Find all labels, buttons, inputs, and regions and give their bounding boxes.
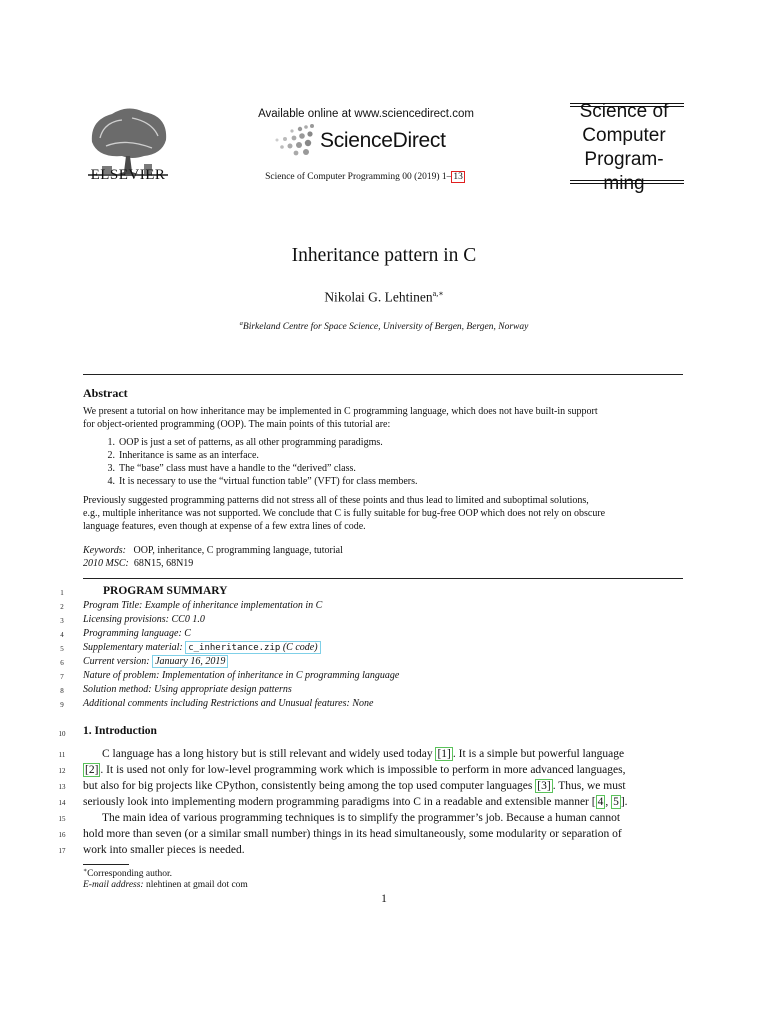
intro-line: work into smaller pieces is needed. bbox=[83, 844, 245, 856]
line-number: 7 bbox=[60, 673, 64, 681]
supplementary-file: c_inheritance.zip bbox=[188, 643, 281, 653]
email-value: nlehtinen at gmail dot com bbox=[145, 880, 248, 890]
list-number: 4. bbox=[107, 476, 115, 487]
page-number: 1 bbox=[381, 893, 387, 905]
abstract-points-list bbox=[83, 436, 683, 488]
citation-link-3[interactable]: [3] bbox=[537, 780, 551, 792]
line-number: 9 bbox=[60, 701, 64, 709]
licensing: Licensing provisions: CC0 1.0 bbox=[83, 614, 205, 625]
journal-logo-line: ming bbox=[603, 173, 645, 194]
affiliation-text: Birkeland Centre for Space Science, University of Bergen, Bergen, Norway bbox=[242, 322, 529, 333]
email-label: E-mail address: bbox=[83, 880, 144, 890]
intro-text: . Thus, we must bbox=[552, 780, 626, 792]
footnote-mark: ∗ bbox=[83, 868, 88, 874]
sciencedirect-wordmark: ScienceDirect bbox=[320, 129, 446, 152]
author-mark: a,∗ bbox=[432, 289, 444, 298]
intro-text: . It is a simple but powerful language bbox=[452, 748, 625, 760]
list-number: 3. bbox=[107, 463, 115, 474]
msc-label: 2010 MSC: bbox=[83, 558, 129, 569]
keywords-block bbox=[83, 544, 343, 570]
journal-citation bbox=[212, 172, 518, 182]
intro-text: ]. bbox=[620, 796, 628, 808]
author-line bbox=[0, 289, 768, 306]
intro-line bbox=[83, 746, 685, 762]
line-number: 11 bbox=[58, 751, 66, 759]
line-number: 12 bbox=[58, 767, 66, 775]
intro-text: , bbox=[605, 796, 612, 808]
current-version-link[interactable]: January 16, 2019 bbox=[152, 655, 228, 668]
list-text: The “base” class must have a handle to the “derived” class. bbox=[119, 463, 356, 474]
intro-text: but also for big projects like CPython, consistently being among the top used computer languages bbox=[83, 780, 536, 792]
line-number: 13 bbox=[58, 783, 66, 791]
nature-of-problem: Nature of problem: Implementation of inheritance in C programming language bbox=[83, 670, 400, 681]
supplementary-note: (C code) bbox=[282, 642, 318, 653]
footnote-email bbox=[83, 880, 248, 890]
line-number: 17 bbox=[58, 847, 66, 855]
keywords-value: OOP, inheritance, C programming language, tutorial bbox=[133, 545, 343, 556]
intro-text: seriously look into implementing modern programming paradigms into C in a readable and extensible manner [ bbox=[83, 796, 596, 808]
footnote-text: Corresponding author. bbox=[87, 869, 173, 880]
line-number: 5 bbox=[60, 645, 64, 653]
intro-line bbox=[83, 762, 685, 778]
line-number: 2 bbox=[60, 603, 64, 611]
line-number: 3 bbox=[60, 617, 64, 625]
citation-link-5[interactable]: 5 bbox=[613, 796, 619, 808]
intro-line bbox=[83, 794, 685, 810]
msc-line bbox=[83, 557, 343, 570]
msc-value: 68N15, 68N19 bbox=[133, 558, 194, 569]
list-number: 2. bbox=[107, 450, 115, 461]
line-number: 16 bbox=[58, 831, 66, 839]
citation-link-4[interactable]: 4 bbox=[597, 796, 604, 808]
program-title: Program Title: Example of inheritance implementation in C bbox=[83, 600, 323, 611]
author-name: Nikolai G. Lehtinen bbox=[324, 289, 433, 305]
supplementary-label: Supplementary material: bbox=[83, 642, 183, 653]
section-heading-introduction: 1. Introduction bbox=[83, 725, 157, 737]
line-number: 15 bbox=[58, 815, 66, 823]
intro-text: C language has a long history but is still relevant and widely used today bbox=[102, 748, 436, 760]
line-number: 10 bbox=[58, 730, 66, 738]
additional-comments: Additional comments including Restrictions and Unusual features: None bbox=[83, 698, 374, 709]
paper-title: Inheritance pattern in C bbox=[291, 245, 477, 266]
intro-line bbox=[83, 778, 685, 794]
current-version bbox=[83, 655, 228, 669]
affiliation bbox=[0, 320, 768, 332]
last-page-link[interactable]: 13 bbox=[453, 172, 463, 182]
intro-line: hold more than seven (or a similar small number) things in its head simultaneously, some modularity or separation of bbox=[83, 828, 622, 840]
available-online-text: Available online at www.sciencedirect.com bbox=[258, 108, 474, 120]
abstract-heading: Abstract bbox=[83, 386, 128, 400]
journal-logo-line: Computer bbox=[582, 125, 666, 146]
current-version-label: Current version: bbox=[83, 656, 150, 667]
sciencedirect-dots-icon bbox=[272, 123, 318, 157]
list-item bbox=[83, 462, 683, 475]
list-item bbox=[83, 449, 683, 462]
keywords-line bbox=[83, 544, 343, 557]
line-number: 8 bbox=[60, 687, 64, 695]
summary-top-rule bbox=[83, 578, 683, 579]
list-text: Inheritance is same as an interface. bbox=[119, 450, 259, 461]
journal-logo-rule-bottom bbox=[570, 180, 684, 181]
footnote-rule bbox=[83, 864, 129, 865]
abstract-para1-line: We present a tutorial on how inheritance may be implemented in C programming language, which does not have built-in support bbox=[83, 406, 598, 417]
line-number: 14 bbox=[58, 799, 66, 807]
list-text: OOP is just a set of patterns, as all other programming paradigms. bbox=[119, 437, 383, 448]
footnote-corresponding bbox=[83, 867, 172, 879]
line-number: 1 bbox=[60, 589, 64, 597]
citation-link-2[interactable]: [2] bbox=[85, 764, 99, 776]
abstract-para2-line: language features, even though at expense of a few extra lines of code. bbox=[83, 521, 366, 532]
journal-logo-line: Science of bbox=[579, 101, 669, 122]
supplementary-link[interactable] bbox=[185, 641, 320, 654]
abstract-top-rule bbox=[83, 374, 683, 375]
programming-language: Programming language: C bbox=[83, 628, 191, 639]
citation-link-1[interactable]: [1] bbox=[437, 748, 451, 760]
intro-line: The main idea of various programming techniques is to simplify the programmer’s job. Because a human cannot bbox=[102, 812, 621, 824]
supplementary-material bbox=[83, 641, 321, 655]
line-number: 6 bbox=[60, 659, 64, 667]
solution-method: Solution method: Using appropriate design patterns bbox=[83, 684, 292, 695]
journal-logo-line: Program- bbox=[584, 149, 664, 170]
abstract-para2-line: Previously suggested programming patterns did not stress all of these points and thus lead to limited and suboptimal solutions, bbox=[83, 495, 589, 506]
keywords-label: Keywords: bbox=[83, 545, 126, 556]
list-item bbox=[83, 436, 683, 449]
intro-text: . It is used not only for low-level programming work which is impossible to perform in more advanced languages, bbox=[100, 764, 626, 776]
program-summary-heading: PROGRAM SUMMARY bbox=[103, 585, 228, 597]
journal-logo-text bbox=[560, 100, 688, 196]
journal-citation-text: Science of Computer Programming 00 (2019) 1– bbox=[265, 172, 452, 182]
journal-logo-rule-bottom-2 bbox=[570, 183, 684, 184]
affiliation-mark: a bbox=[239, 320, 243, 327]
publisher-name: ELSEVIER bbox=[90, 167, 166, 183]
list-text: It is necessary to use the “virtual function table” (VFT) for class members. bbox=[119, 476, 418, 487]
abstract-para1-line: for object-oriented programming (OOP). The main points of this tutorial are: bbox=[83, 419, 391, 430]
line-number: 4 bbox=[60, 631, 64, 639]
list-number: 1. bbox=[107, 437, 115, 448]
abstract-para2-line: e.g., multiple inheritance was not supported. We conclude that C is fully suitable for bug-free OOP which does not rely on obscure bbox=[83, 508, 606, 519]
list-item bbox=[83, 475, 683, 488]
